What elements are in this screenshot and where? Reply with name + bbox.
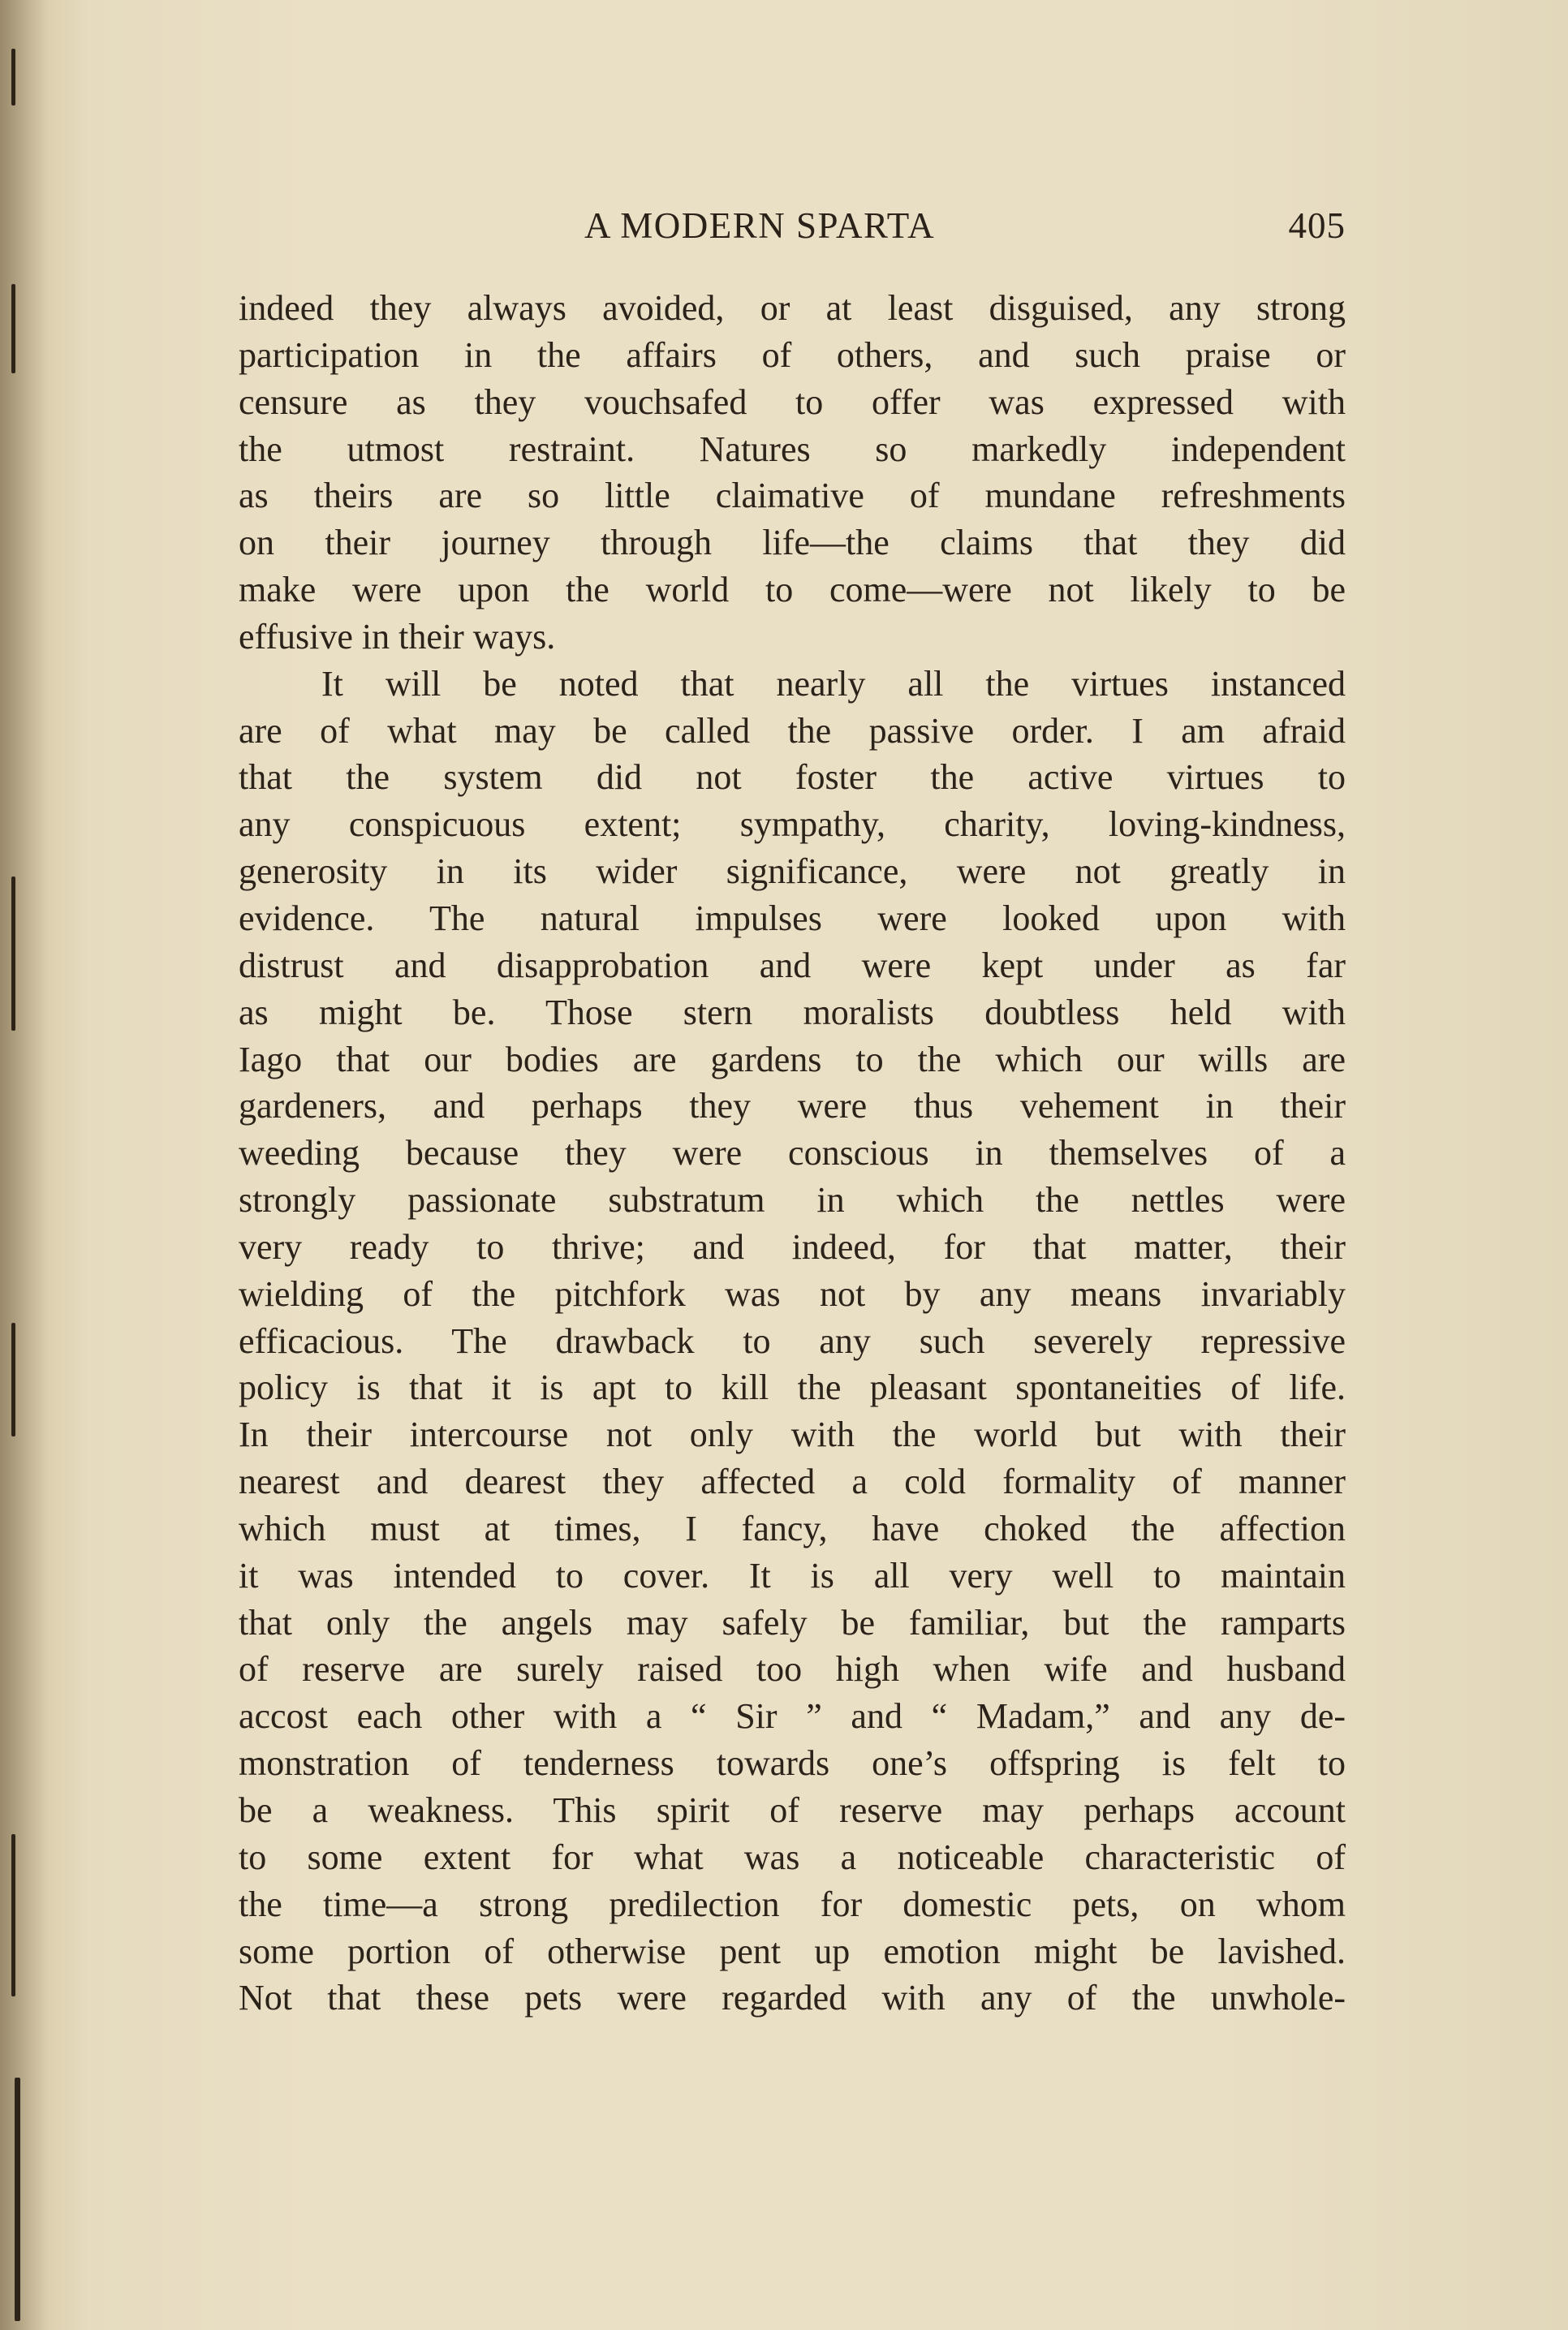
text-line: participation in the affairs of others, and such praise or	[239, 334, 1346, 375]
text-line: censure as they vouchsafed to offer was expressed with	[239, 381, 1346, 422]
text-line: evidence. The natural impulses were looked upon with	[239, 898, 1346, 938]
binding-mark	[11, 1834, 15, 1996]
gutter-shadow	[0, 0, 49, 2330]
text-line: It will be noted that nearly all the virtues instanced	[321, 663, 1346, 704]
text-line: make were upon the world to come—were not likely to be	[239, 570, 1346, 610]
text-line: any conspicuous extent; sympathy, charity, loving-kindness,	[239, 804, 1346, 845]
text-line: effusive in their ways.	[239, 616, 556, 657]
text-line: strongly passionate substratum in which the nettles were	[239, 1180, 1346, 1221]
text-line: Iago that our bodies are gardens to the which our wills are	[239, 1039, 1346, 1079]
text-line: very ready to thrive; and indeed, for that matter, their	[239, 1226, 1346, 1267]
text-line: that only the angels may safely be familiar, but the ramparts	[239, 1602, 1346, 1643]
binding-mark	[11, 876, 15, 1031]
text-line: policy is that it is apt to kill the pleasant spontaneities of life.	[239, 1367, 1346, 1408]
text-line: are of what may be called the passive order. I am afraid	[239, 710, 1346, 751]
text-line: efficacious. The drawback to any such severely repressive	[239, 1320, 1346, 1361]
text-line: be a weakness. This spirit of reserve may perhaps account	[239, 1790, 1346, 1830]
text-line: In their intercourse not only with the world but with their	[239, 1415, 1346, 1455]
text-line: Not that these pets were regarded with any of the unwhole-	[239, 1978, 1346, 2018]
text-line: weeding because they were conscious in themselves of a	[239, 1133, 1346, 1174]
text-line: accost each other with a “ Sir ” and “ Madam,” and any de-	[239, 1696, 1346, 1737]
text-line: indeed they always avoided, or at least disguised, any strong	[239, 288, 1346, 328]
text-line: to some extent for what was a noticeable characteristic of	[239, 1837, 1346, 1877]
running-title: A MODERN SPARTA	[584, 205, 936, 246]
page-number: 405	[1288, 205, 1346, 246]
text-line: that the system did not foster the active virtues to	[239, 757, 1346, 798]
binding-mark	[11, 49, 15, 106]
binding-mark	[15, 2078, 20, 2321]
body-text	[239, 285, 1346, 2022]
binding-mark	[11, 284, 15, 373]
text-line: distrust and disapprobation and were kept under as far	[239, 945, 1346, 985]
text-line: of reserve are surely raised too high when wife and husband	[239, 1649, 1346, 1690]
text-line: as might be. Those stern moralists doubtless held with	[239, 992, 1346, 1032]
text-line: as theirs are so little claimative of mundane refreshments	[239, 476, 1346, 516]
text-line: some portion of otherwise pent up emotion might be lavished.	[239, 1931, 1346, 1971]
text-line: generosity in its wider significance, were not greatly in	[239, 851, 1346, 892]
running-head	[239, 205, 1346, 253]
binding-mark	[11, 1323, 15, 1436]
text-line: the time—a strong predilection for domestic pets, on whom	[239, 1884, 1346, 1924]
text-line: the utmost restraint. Natures so markedly independent	[239, 429, 1346, 469]
text-line: which must at times, I fancy, have choked the affection	[239, 1508, 1346, 1548]
text-line: nearest and dearest they affected a cold formality of manner	[239, 1462, 1346, 1502]
text-line: it was intended to cover. It is all very well to maintain	[239, 1555, 1346, 1596]
text-line: monstration of tenderness towards one’s offspring is felt to	[239, 1743, 1346, 1784]
text-line: wielding of the pitchfork was not by any means invariably	[239, 1273, 1346, 1314]
text-line: on their journey through life—the claims that they did	[239, 523, 1346, 563]
text-line: gardeners, and perhaps they were thus vehement in their	[239, 1086, 1346, 1126]
